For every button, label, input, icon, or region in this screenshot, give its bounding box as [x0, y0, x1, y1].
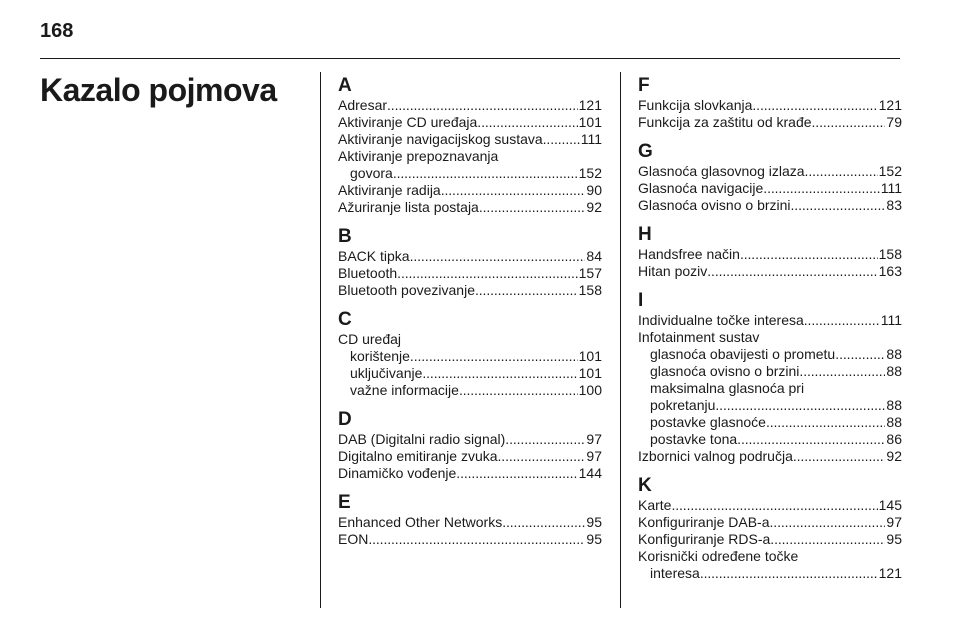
- entry-page-number: 95: [586, 514, 602, 530]
- index-entry[interactable]: [338, 265, 602, 282]
- entry-page-number: 101: [578, 365, 602, 381]
- entry-page-number: 163: [878, 263, 902, 279]
- entry-label: Izbornici valnog područja: [638, 448, 793, 464]
- entry-label: EON: [338, 531, 369, 547]
- entry-label: Karte: [638, 497, 672, 513]
- entry-label: glasnoća ovisno o brzini: [650, 363, 800, 379]
- entry-page-number: 83: [886, 197, 902, 213]
- dot-leader: [441, 182, 586, 199]
- dot-leader: [422, 365, 577, 382]
- entry-page-number: 145: [878, 497, 902, 513]
- entry-page-number: 88: [886, 414, 902, 430]
- index-section-f: [638, 74, 902, 131]
- dot-leader: [839, 346, 885, 363]
- entry-page-number: 152: [578, 165, 602, 181]
- header-rule: [40, 58, 900, 59]
- index-entry[interactable]: [338, 348, 602, 365]
- index-entry[interactable]: [638, 114, 902, 131]
- entry-label: Glasnoća ovisno o brzini: [638, 197, 791, 213]
- dot-leader: [505, 431, 585, 448]
- dot-leader: [543, 131, 580, 148]
- entry-page-number: 101: [578, 348, 602, 364]
- entry-page-number: 111: [880, 312, 902, 328]
- index-column-2: [638, 74, 902, 591]
- entry-label: postavke glasnoće: [650, 414, 766, 430]
- entry-page-number: 121: [578, 97, 602, 113]
- entry-page-number: 157: [578, 265, 602, 281]
- index-entry[interactable]: [338, 531, 602, 548]
- index-entry[interactable]: [638, 312, 902, 329]
- dot-leader: [498, 448, 586, 465]
- index-entry[interactable]: [338, 131, 602, 148]
- section-letter: F: [638, 75, 650, 96]
- index-entry[interactable]: [338, 199, 602, 216]
- entry-label: Konfiguriranje RDS-a: [638, 531, 771, 547]
- index-entry[interactable]: [338, 448, 602, 465]
- dot-leader: [475, 282, 578, 299]
- section-letter: K: [638, 475, 652, 496]
- entry-page-number: 92: [586, 199, 602, 215]
- index-entry[interactable]: [638, 346, 902, 363]
- index-entry[interactable]: [638, 514, 902, 531]
- entry-label: Bluetooth povezivanje: [338, 282, 475, 298]
- index-entry[interactable]: [338, 248, 602, 265]
- entry-label: Individualne točke interesa: [638, 312, 804, 328]
- entry-page-number: 92: [886, 448, 902, 464]
- entry-label: Aktiviranje radija: [338, 182, 441, 198]
- index-entry[interactable]: [638, 497, 902, 514]
- entry-label: Funkcija za zaštitu od krađe: [638, 114, 812, 130]
- entry-label: Konfiguriranje DAB-a: [638, 514, 770, 530]
- dot-leader: [479, 199, 586, 216]
- entry-page-number: 121: [878, 97, 902, 113]
- entry-page-number: 86: [886, 431, 902, 447]
- index-entry[interactable]: [338, 282, 602, 299]
- index-entry[interactable]: [338, 431, 602, 448]
- entry-label: Glasnoća glasovnog izlaza: [638, 163, 805, 179]
- dot-leader: [752, 97, 877, 114]
- dot-leader: [805, 163, 878, 180]
- dot-leader: [715, 397, 885, 414]
- dot-leader: [477, 114, 577, 131]
- dot-leader: [397, 265, 577, 282]
- dot-leader: [737, 431, 885, 448]
- index-entry[interactable]: [638, 363, 902, 380]
- entry-label: uključivanje: [350, 365, 423, 381]
- index-entry[interactable]: [638, 263, 902, 280]
- index-entry[interactable]: [638, 180, 902, 197]
- dot-leader: [766, 414, 885, 431]
- section-letter: A: [338, 75, 352, 96]
- entry-page-number: 95: [886, 531, 902, 547]
- dot-leader: [791, 197, 886, 214]
- entry-label: postavke tona: [650, 431, 738, 447]
- entry-page-number: 97: [586, 431, 602, 447]
- section-letter: B: [338, 226, 352, 247]
- entry-page-number: 121: [878, 565, 902, 581]
- entry-label: Adresar: [338, 97, 388, 113]
- index-entry[interactable]: [638, 565, 902, 582]
- entry-label: glasnoća obavijesti o prometu.: [650, 346, 840, 362]
- entry-page-number: 90: [586, 182, 602, 198]
- dot-leader: [740, 246, 878, 263]
- page-title: Kazalo pojmova: [40, 72, 277, 108]
- page-number: 168: [40, 20, 74, 42]
- entry-label: Ažuriranje lista postaja: [338, 199, 479, 215]
- index-heading: maksimalna glasnoća pri: [650, 380, 805, 396]
- entry-label: govora: [350, 165, 393, 181]
- entry-page-number: 79: [886, 114, 902, 130]
- entry-label: Enhanced Other Networks: [338, 514, 503, 530]
- section-letter: H: [638, 224, 652, 245]
- index-entry[interactable]: [338, 165, 602, 182]
- dot-leader: [804, 312, 880, 329]
- entry-page-number: 97: [886, 514, 902, 530]
- dot-leader: [393, 165, 578, 182]
- index-column-1: [338, 74, 602, 557]
- entry-page-number: 88: [886, 363, 902, 379]
- dot-leader: [793, 448, 886, 465]
- entry-page-number: 84: [586, 248, 602, 264]
- entry-label: DAB (Digitalni radio signal): [338, 431, 506, 447]
- entry-page-number: 95: [586, 531, 602, 547]
- section-letter: C: [338, 309, 352, 330]
- entry-page-number: 144: [578, 465, 602, 481]
- dot-leader: [459, 382, 578, 399]
- index-entry[interactable]: [638, 431, 902, 448]
- index-entry[interactable]: [638, 97, 902, 114]
- index-section-g: [638, 140, 902, 214]
- index-entry[interactable]: [338, 114, 602, 131]
- index-entry[interactable]: [338, 365, 602, 382]
- entry-page-number: 100: [578, 382, 602, 398]
- index-entry[interactable]: [338, 465, 602, 482]
- index-entry[interactable]: [638, 163, 902, 180]
- entry-label: Handsfree način: [638, 246, 740, 262]
- index-section-b: [338, 225, 602, 299]
- section-letter: I: [638, 290, 644, 311]
- dot-leader: [812, 114, 886, 131]
- dot-leader: [770, 531, 885, 548]
- entry-label: Funkcija slovkanja: [638, 97, 753, 113]
- entry-label: važne informacije: [350, 382, 459, 398]
- section-letter: E: [338, 492, 351, 513]
- entry-page-number: 101: [578, 114, 602, 130]
- entry-page-number: 158: [578, 282, 602, 298]
- entry-page-number: 97: [586, 448, 602, 464]
- index-entry[interactable]: [638, 397, 902, 414]
- index-section-a: [338, 74, 602, 216]
- entry-label: Aktiviranje navigacijskog sustava: [338, 131, 543, 147]
- dot-leader: [671, 497, 877, 514]
- entry-label: korištenje: [350, 348, 410, 364]
- index-section-e: [338, 491, 602, 548]
- index-section-c: [338, 308, 602, 399]
- index-entry[interactable]: [638, 414, 902, 431]
- entry-page-number: 152: [878, 163, 902, 179]
- dot-leader: [456, 465, 577, 482]
- entry-page-number: 158: [878, 246, 902, 262]
- entry-label: pokretanju: [650, 397, 716, 413]
- index-section-k: [638, 474, 902, 582]
- index-entry[interactable]: [338, 182, 602, 199]
- index-entry[interactable]: [638, 246, 902, 263]
- entry-page-number: 88: [886, 346, 902, 362]
- section-letter: D: [338, 409, 352, 430]
- index-heading: Infotainment sustav: [638, 329, 760, 345]
- entry-page-number: 88: [886, 397, 902, 413]
- entry-label: BACK tipka: [338, 248, 410, 264]
- index-heading: Aktiviranje prepoznavanja: [338, 148, 499, 164]
- entry-label: Digitalno emitiranje zvuka: [338, 448, 498, 464]
- index-heading: CD uređaj: [338, 331, 402, 347]
- index-entry[interactable]: [638, 448, 902, 465]
- dot-leader: [707, 263, 877, 280]
- dot-leader: [799, 363, 885, 380]
- index-heading: Korisnički određene točke: [638, 548, 799, 564]
- section-letter: G: [638, 141, 653, 162]
- index-section-d: [338, 408, 602, 482]
- column-divider: [620, 72, 621, 608]
- entry-page-number: 111: [580, 131, 602, 147]
- entry-label: Glasnoća navigacije: [638, 180, 764, 196]
- index-entry[interactable]: [338, 97, 602, 114]
- index-entry[interactable]: [638, 197, 902, 214]
- column-divider: [320, 72, 321, 608]
- dot-leader: [502, 514, 585, 531]
- index-section-i: [638, 289, 902, 465]
- index-entry[interactable]: [338, 514, 602, 531]
- entry-label: interesa: [650, 565, 700, 581]
- index-section-h: [638, 223, 902, 280]
- dot-leader: [763, 180, 879, 197]
- dot-leader: [700, 565, 878, 582]
- index-entry[interactable]: [638, 531, 902, 548]
- entry-label: Hitan poziv: [638, 263, 708, 279]
- index-entry[interactable]: [338, 382, 602, 399]
- dot-leader: [387, 97, 578, 114]
- dot-leader: [410, 248, 586, 265]
- entry-label: Dinamičko vođenje: [338, 465, 457, 481]
- entry-page-number: 111: [880, 180, 902, 196]
- dot-leader: [770, 514, 886, 531]
- entry-label: Bluetooth: [338, 265, 398, 281]
- dot-leader: [368, 531, 585, 548]
- entry-label: Aktiviranje CD uređaja: [338, 114, 478, 130]
- dot-leader: [410, 348, 578, 365]
